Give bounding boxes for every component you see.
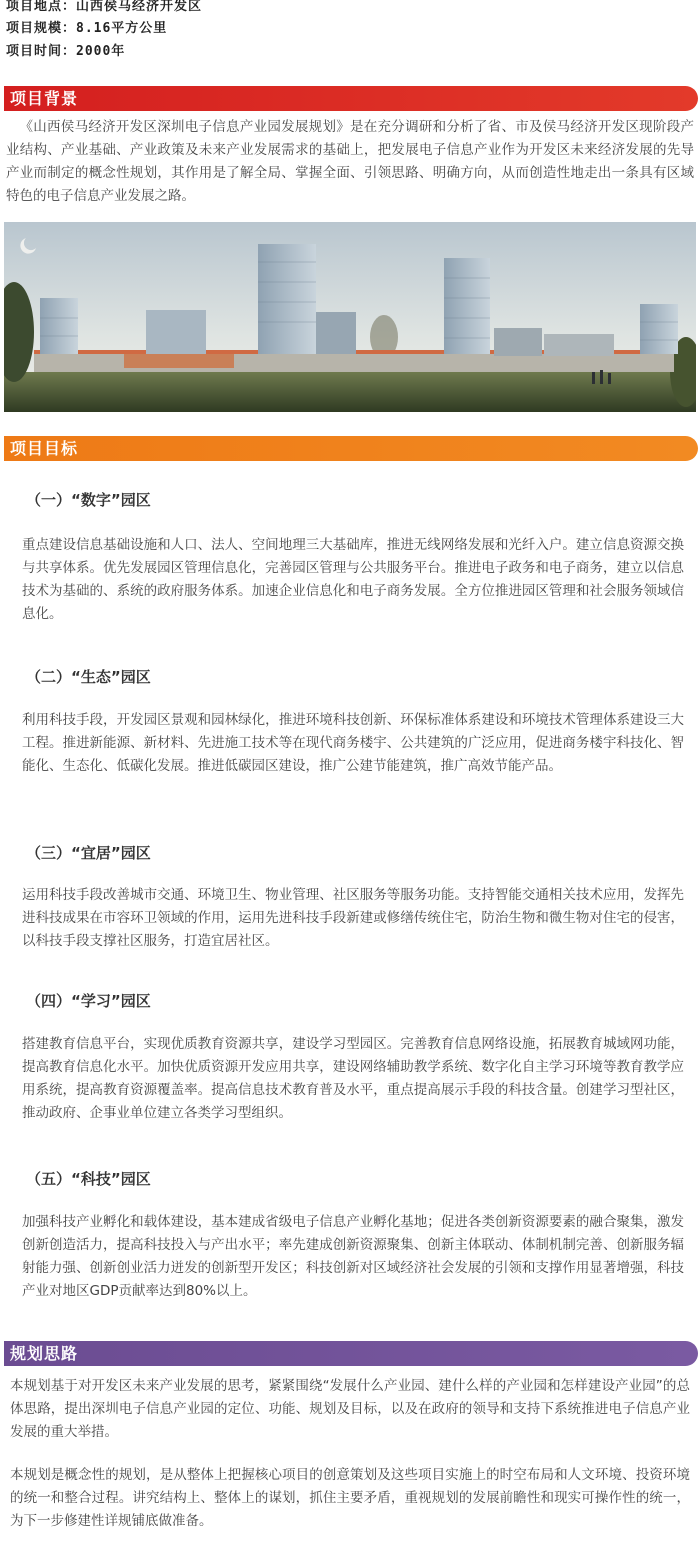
goal-ecology-title: （二）“生态”园区 <box>26 668 151 686</box>
goal-learning-title: （四）“学习”园区 <box>26 992 151 1010</box>
project-scale: 项目规模：8.16平方公里 <box>6 21 168 36</box>
goal-ecology-text: 利用科技手段，开发园区景观和园林绿化，推进环境科技创新、环保标准体系建设和环境技术管理体系建设三大工程。推进新能源、新材料、先进施工技术等在现代商务楼宇、公共建筑的广泛应用，促进商务楼宇科技化、智能化、生态化、低碳化发展。推进低碳园区建设，推广公建节能建筑，推广高效节能产品。 <box>22 712 684 774</box>
goal-digital-text: 重点建设信息基础设施和人口、法人、空间地理三大基础库，推进无线网络发展和光纤入户。建立信息资源交换与共享体系。优先发展园区管理信息化，完善园区管理与公共服务平台。推进电子政务和电子商务，建立以信息技术为基础的、系统的政府服务体系。加速企业信息化和电子商务发展。全方位推进园区管理和社会服务领域信息化。 <box>22 537 684 622</box>
background-heading: 项目背景 <box>4 86 698 111</box>
goal-livable-title: （三）“宜居”园区 <box>26 844 151 862</box>
planning-text-2: 本规划是概念性的规划，是从整体上把握核心项目的创意策划及这些项目实施上的时空布局和人文环境、投资环境的统一和整合过程。讲究结构上、整体上的谋划，抓住主要矛盾，重视规划的发展前瞻性和现实可操作性的统一，为下一步修建性详规铺底做准备。 <box>10 1467 690 1529</box>
goal-livable-text: 运用科技手段改善城市交通、环境卫生、物业管理、社区服务等服务功能。支持智能交通相关技术应用，发挥先进科技成果在市容环卫领域的作用，运用先进科技手段新建或修缮传统住宅，防治生物和微生物对住宅的侵害，以科技手段支撑社区服务，打造宜居社区。 <box>22 887 684 949</box>
planning-text-1: 本规划基于对开发区未来产业发展的思考，紧紧围绕“发展什么产业园、建什么样的产业园和怎样建设产业园”的总体思路，提出深圳电子信息产业园的定位、功能、规划及目标，以及在政府的领导和支持下系统推进电子信息产业发展的重大举措。 <box>10 1378 690 1440</box>
planning-heading: 规划思路 <box>4 1341 698 1366</box>
project-time: 项目时间：2000年 <box>6 44 126 59</box>
goals-heading: 项目目标 <box>4 436 698 461</box>
background-text: 《山西侯马经济开发区深圳电子信息产业园发展规划》是在充分调研和分析了省、市及侯马经济开发区现阶段产业结构、产业基础、产业政策及未来产业发展需求的基础上，把发展电子信息产业作为开发区未来经济发展的先导产业而制定的概念性规划，其作用是了解全局、掌握全面、引领思路、明确方向，从而创造性地走出一条具有区域特色的电子信息产业发展之路。 <box>6 119 694 204</box>
goal-tech-text: 加强科技产业孵化和载体建设，基本建成省级电子信息产业孵化基地；促进各类创新资源要素的融合聚集，激发创新创造活力，提高科技投入与产出水平；率先建成创新资源聚集、创新主体联动、体制机制完善、创新服务辐射能力强、创新创业活力迸发的创新型开发区；科技创新对区域经济社会发展的引领和支撑作用显著增强，科技产业对地区GDP贡献率达到80%以上。 <box>22 1214 684 1299</box>
park-rendering-image <box>4 222 696 412</box>
goal-tech-title: （五）“科技”园区 <box>26 1170 151 1188</box>
goal-learning-text: 搭建教育信息平台，实现优质教育资源共享，建设学习型园区。完善教育信息网络设施，拓展教育城域网功能，提高教育信息化水平。加快优质资源开发应用共享，建设网络辅助教学系统、数字化自主学习环境等教育教学应用系统，提高教育资源覆盖率。提高信息技术教育普及水平，重点提高展示手段的科技含量。创建学习型社区，推动政府、企事业单位建立各类学习型组织。 <box>22 1036 684 1121</box>
goal-digital-title: （一）“数字”园区 <box>26 491 151 509</box>
project-location: 项目地点：山西侯马经济开发区 <box>6 0 203 14</box>
